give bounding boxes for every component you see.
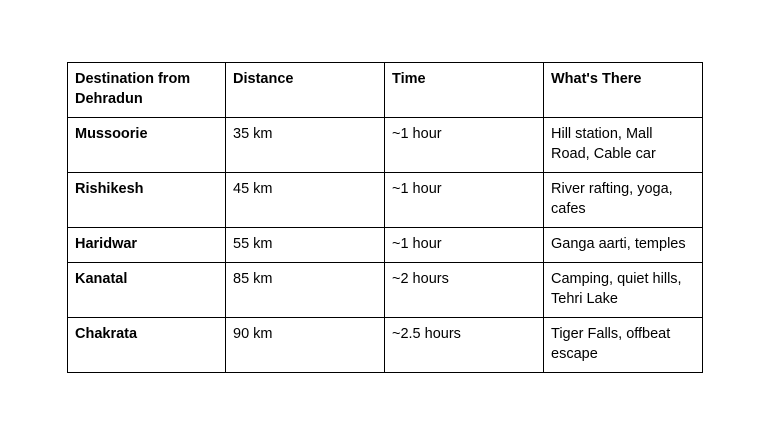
- table-row: [68, 228, 703, 263]
- cell-distance: 90 km: [226, 318, 385, 373]
- cell-destination: Haridwar: [68, 228, 226, 263]
- table-row: [68, 318, 703, 373]
- cell-whats-there: Ganga aarti, temples: [544, 228, 703, 263]
- cell-whats-there: Hill station, Mall Road, Cable car: [544, 118, 703, 173]
- cell-destination: Mussoorie: [68, 118, 226, 173]
- table-row: [68, 173, 703, 228]
- cell-destination: Chakrata: [68, 318, 226, 373]
- cell-whats-there: Camping, quiet hills, Tehri Lake: [544, 263, 703, 318]
- table-row: [68, 263, 703, 318]
- header-whats-there: What's There: [544, 63, 703, 118]
- cell-whats-there: River rafting, yoga, cafes: [544, 173, 703, 228]
- cell-time: ~1 hour: [385, 173, 544, 228]
- cell-distance: 35 km: [226, 118, 385, 173]
- cell-time: ~2 hours: [385, 263, 544, 318]
- header-time: Time: [385, 63, 544, 118]
- cell-distance: 85 km: [226, 263, 385, 318]
- header-destination: Destination from Dehradun: [68, 63, 226, 118]
- cell-time: ~1 hour: [385, 228, 544, 263]
- cell-distance: 55 km: [226, 228, 385, 263]
- cell-whats-there: Tiger Falls, offbeat escape: [544, 318, 703, 373]
- cell-destination: Rishikesh: [68, 173, 226, 228]
- cell-time: ~1 hour: [385, 118, 544, 173]
- table-header-row: [68, 63, 703, 118]
- cell-time: ~2.5 hours: [385, 318, 544, 373]
- cell-distance: 45 km: [226, 173, 385, 228]
- cell-destination: Kanatal: [68, 263, 226, 318]
- table-row: [68, 118, 703, 173]
- destinations-table: [67, 62, 703, 373]
- header-distance: Distance: [226, 63, 385, 118]
